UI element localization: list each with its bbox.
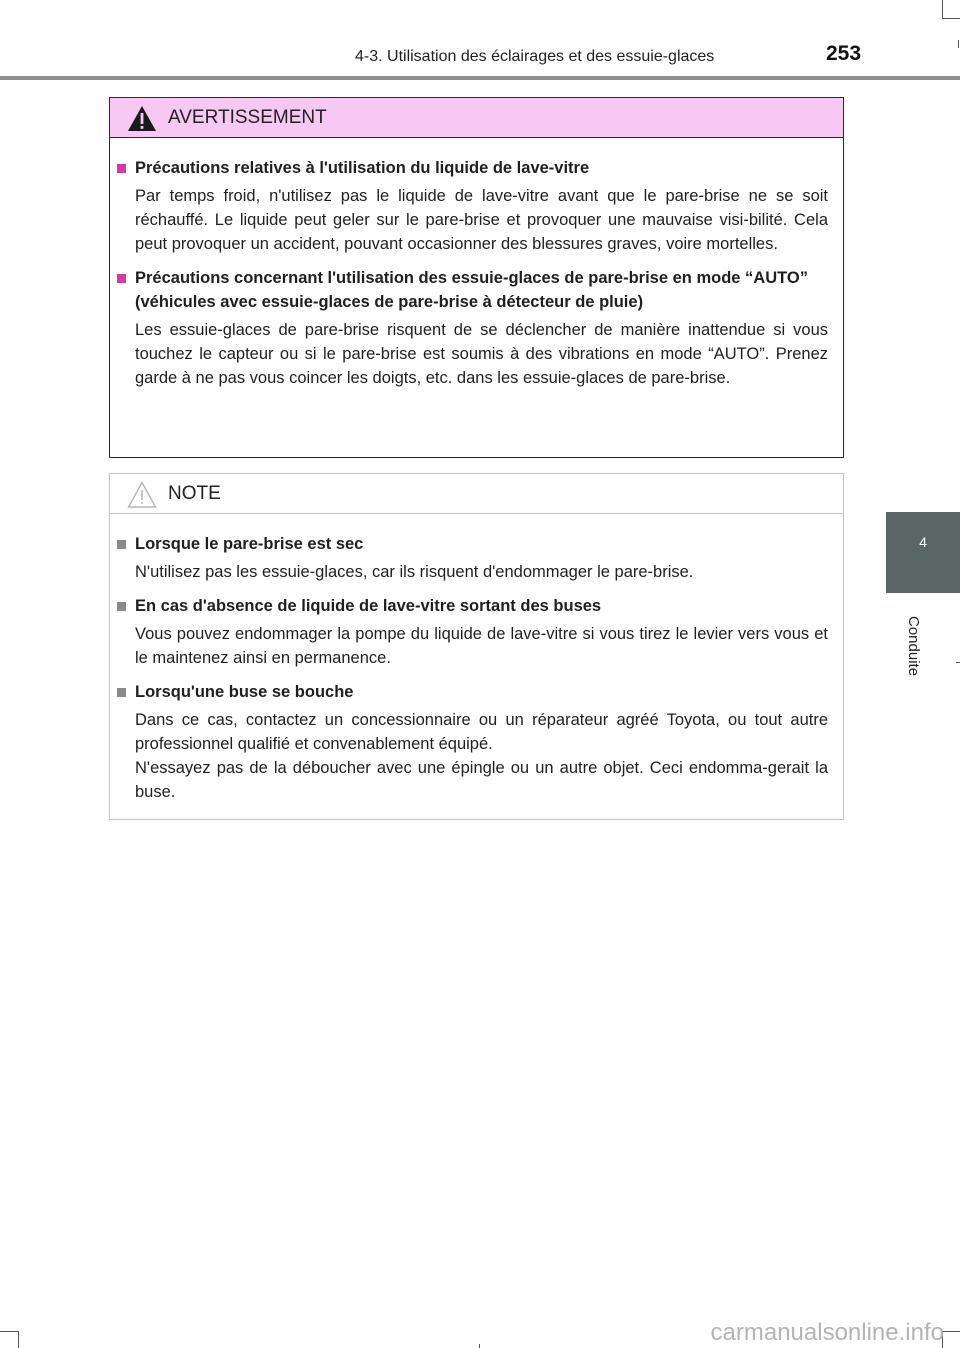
crop-mark	[18, 1331, 19, 1348]
warning-title: AVERTISSEMENT	[168, 107, 327, 128]
note-title: NOTE	[168, 483, 221, 504]
warning-header	[110, 98, 843, 138]
warning-item-heading	[117, 156, 828, 180]
warning-body	[110, 138, 843, 390]
crop-mark	[942, 0, 943, 18]
crop-mark	[942, 1331, 960, 1332]
square-bullet-icon	[117, 164, 126, 173]
warning-box	[109, 97, 844, 458]
heading-text: En cas d'absence de liquide de lave-vitre sortant des buses	[135, 597, 602, 615]
caution-triangle-outline-icon	[127, 481, 157, 508]
square-bullet-icon	[117, 602, 126, 611]
chapter-tab[interactable]	[886, 512, 960, 593]
heading-text: Précautions concernant l'utilisation des essuie-glaces de pare-brise en mode “AUTO” (véhicules avec essuie-glaces de pare-brise à détecteur de pluie)	[135, 269, 808, 311]
crop-mark	[956, 662, 960, 663]
square-bullet-icon	[117, 274, 126, 283]
note-item-text: N'utilisez pas les essuie-glaces, car ils risquent d'endommager le pare-brise.	[135, 563, 694, 581]
square-bullet-icon	[117, 540, 126, 549]
heading-text: Lorsqu'une buse se bouche	[135, 683, 354, 701]
chapter-number: 4	[919, 534, 927, 550]
crop-mark	[958, 40, 959, 48]
warning-item-text: Les essuie-glaces de pare-brise risquent de se déclencher de manière inattendue si vous touchez le capteur ou si le pare-brise est soumis à des vibrations en mode “AUTO”. Prenez garde à ne pas vous coincer les doigts, etc. dans les essuie-glaces de pare-brise.	[135, 321, 828, 387]
chapter-label: Conduite	[905, 616, 922, 677]
crop-mark	[942, 18, 960, 19]
section-title: 4-3. Utilisation des éclairages et des essuie-glaces	[355, 48, 715, 65]
warning-item-text: Par temps froid, n'utilisez pas le liquide de lave-vitre avant que le pare-brise ne se soit réchauffé. Le liquide peut geler sur le pare-brise et provoquer une mauvaise visi-bilité. Cela peut provoquer un accident, pouvant occasionner des blessures graves, voire mortelles.	[135, 187, 828, 253]
heading-text: Lorsque le pare-brise est sec	[135, 535, 364, 553]
note-item-text: Dans ce cas, contactez un concessionnaire ou un réparateur agréé Toyota, ou tout autre professionnel qualifié et convenablement équipé.	[135, 711, 828, 753]
note-item	[117, 594, 828, 670]
note-header	[110, 474, 843, 514]
note-box	[109, 473, 844, 820]
note-item-text: Vous pouvez endommager la pompe du liquide de lave-vitre si vous tirez le levier vers vous et le maintenez ainsi en permanence.	[135, 625, 828, 667]
note-item-heading	[117, 532, 828, 556]
note-item-heading	[117, 594, 828, 618]
note-item	[117, 532, 828, 584]
heading-text: Précautions relatives à l'utilisation du liquide de lave-vitre	[135, 159, 590, 177]
header-rule	[0, 76, 960, 80]
crop-mark	[479, 1344, 480, 1348]
square-bullet-icon	[117, 688, 126, 697]
note-item	[117, 680, 828, 804]
note-item-text: N'essayez pas de la déboucher avec une épingle ou un autre objet. Ceci endomma-gerait la buse.	[135, 759, 828, 801]
warning-item-heading	[117, 266, 828, 314]
watermark: carmanualsonline.info	[710, 1319, 944, 1346]
warning-triangle-icon	[127, 105, 157, 132]
crop-mark	[0, 1331, 18, 1332]
warning-item	[117, 266, 828, 390]
page-number: 253	[826, 42, 862, 65]
note-body	[110, 514, 843, 804]
note-item-heading	[117, 680, 828, 704]
warning-item	[117, 156, 828, 256]
